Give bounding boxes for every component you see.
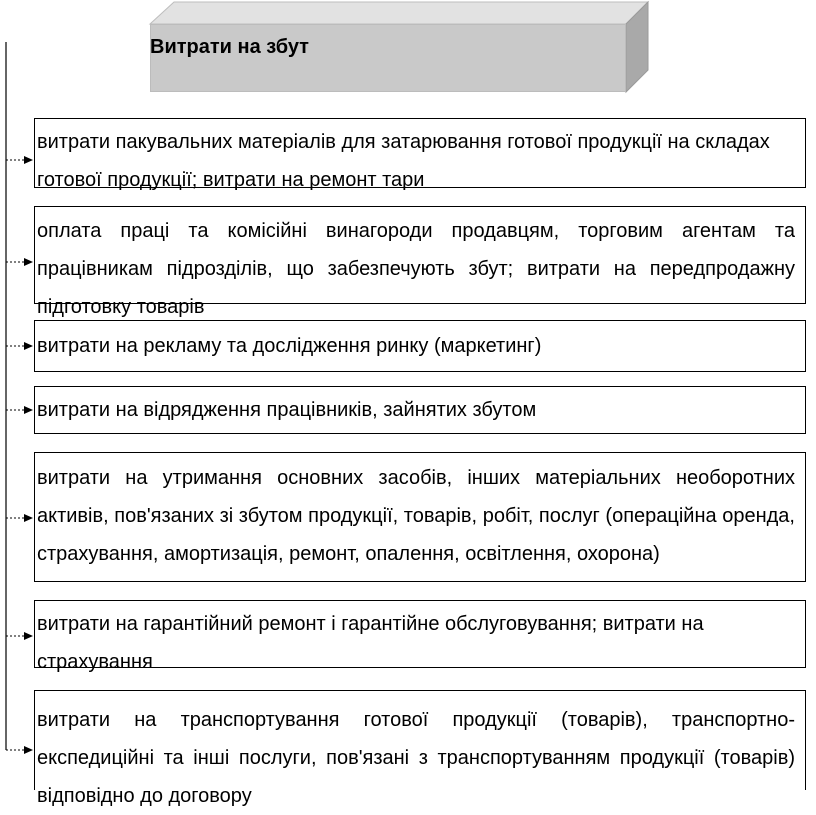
expense-item-marketing [34, 320, 806, 372]
expense-item-packaging [34, 118, 806, 191]
expense-item-text: витрати на рекламу та дослідження ринку (маркетинг) [37, 335, 542, 357]
expense-item-text: витрати на транспортування готової продукції (товарів), транспортно-експедиційні та інші послуги, пов'язані з транспортуванням продукції (товарів) відповідно до договору [37, 709, 795, 807]
expense-item-fixed-assets [34, 452, 806, 582]
expense-item-text: оплата праці та комісійні винагороди продавцям, торговим агентам та працівникам підрозділів, що забезпечують збут; витрати на передпродажну підготовку товарів [37, 220, 795, 318]
expense-item-text: витрати на утримання основних засобів, інших матеріальних необоротних активів, пов'язаних зі збутом продукції, товарів, робіт, послуг (операційна оренда, страхування, амортизація, ремонт, опалення, освітлення, охорона) [37, 467, 795, 565]
expense-item-warranty [34, 600, 806, 673]
expense-item-text: витрати на гарантійний ремонт і гарантійне обслуговування; витрати на страхування [37, 613, 704, 673]
expense-item-text: витрати на відрядження працівників, зайнятих збутом [37, 399, 537, 421]
expense-item-business-trips [34, 386, 806, 434]
expense-item-transportation [34, 690, 806, 807]
expense-item-sales-staff [34, 206, 806, 318]
diagram-title: Витрати на збут [150, 36, 309, 58]
title-block-top-face [150, 2, 648, 24]
expense-item-text: витрати пакувальних матеріалів для затарювання готової продукції на складах готової продукції; витрати на ремонт тари [37, 131, 770, 191]
